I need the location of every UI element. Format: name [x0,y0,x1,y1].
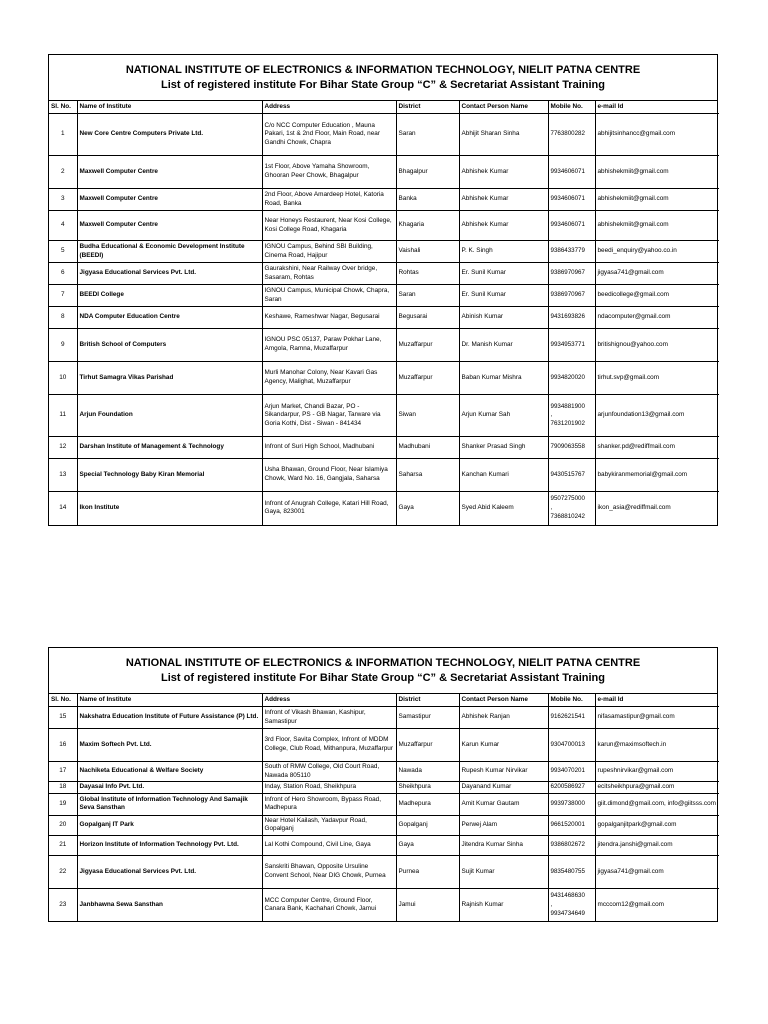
cell-mobile [548,793,595,815]
mobile-number-line: 9934070201 [550,767,585,775]
table-row [49,307,719,329]
cell-contact-person: Kanchan Kumari [459,459,548,492]
cell-email: mcccom12@gmail.com [595,888,719,921]
mobile-number-line: , [550,900,553,908]
cell-contact-person: Rupesh Kumar Nirvikar [459,762,548,782]
col-header-address: Address [262,694,396,707]
cell-mobile [548,815,595,835]
cell-contact-person: Dayanand Kumar [459,782,548,794]
cell-mobile [548,395,595,437]
cell-address: Arjun Market, Chandi Bazar, PO - Sikandarpur, PS - GB Nagar, Tarware via Goria Kothi, Dist - Siwan - 841434 [262,395,396,437]
cell-address: Gaurakshini, Near Railway Over bridge, Sasaram, Rohtas [262,263,396,285]
cell-address: Murli Manohar Colony, Near Kavari Gas Agency, Malighat, Muzaffarpur [262,362,396,395]
col-header-address: Address [262,101,396,114]
cell-district: Sheikhpura [396,782,459,794]
cell-institute-name: Budha Educational & Economic Development Institute (BEEDI) [77,241,262,263]
cell-address: Inday, Station Road, Sheikhpura [262,782,396,794]
cell-contact-person: Shanker Prasad Singh [459,437,548,459]
cell-district: Nawada [396,762,459,782]
cell-district: Saran [396,285,459,307]
heading-line-2: List of registered institute For Bihar State Group “C” & Secretariat Assistant Training [161,672,605,684]
table-header-row [49,101,719,114]
cell-contact-person: Jitendra Kumar Sinha [459,835,548,855]
cell-email: abhishekmiit@gmail.com [595,189,719,211]
cell-district: Gaya [396,835,459,855]
cell-district: Siwan [396,395,459,437]
cell-mobile [548,285,595,307]
cell-contact-person: Syed Abid Kaleem [459,492,548,525]
cell-contact-person: Dr. Manish Kumar [459,329,548,362]
mobile-number-line: 9934953771 [550,340,585,348]
col-header-district: District [396,694,459,707]
cell-sl: 11 [49,395,77,437]
cell-mobile [548,329,595,362]
cell-district: Madhepura [396,793,459,815]
cell-address: Infront of Hero Showroom, Bypass Road, Madhepura [262,793,396,815]
cell-address: IGNOU PSC 05137, Paraw Pokhar Lane, Amgola, Ramna, Muzaffarpur [262,329,396,362]
cell-address: IGNOU Campus, Municipal Chowk, Chapra, Saran [262,285,396,307]
cell-email: rupeshnirvikar@gmail.com [595,762,719,782]
cell-email: abhishekmiit@gmail.com [595,211,719,241]
col-header-contact: Contact Person Name [459,694,548,707]
cell-mobile [548,307,595,329]
cell-contact-person: Arjun Kumar Sah [459,395,548,437]
cell-email: tirhut.svp@gmail.com [595,362,719,395]
table-row [49,729,719,762]
cell-institute-name: Maxim Softech Pvt. Ltd. [77,729,262,762]
cell-institute-name: Special Technology Baby Kiran Memorial [77,459,262,492]
mobile-number-line: 9386433779 [550,247,585,255]
table-row [49,707,719,729]
cell-district: Saharsa [396,459,459,492]
heading-line-2: List of registered institute For Bihar State Group “C” & Secretariat Assistant Training [161,79,605,91]
table-row [49,782,719,794]
cell-institute-name: Tirhut Samagra Vikas Parishad [77,362,262,395]
cell-contact-person: P. K. Singh [459,241,548,263]
cell-contact-person: Abhishek Kumar [459,189,548,211]
cell-institute-name: Maxwell Computer Centre [77,189,262,211]
col-header-district: District [396,101,459,114]
cell-sl: 9 [49,329,77,362]
cell-address: Infront of Vikash Bhawan, Kashipur, Samastipur [262,707,396,729]
cell-address: Infront of Suri High School, Madhubani [262,437,396,459]
cell-institute-name: Nachiketa Educational & Welfare Society [77,762,262,782]
cell-sl: 3 [49,189,77,211]
cell-district: Muzaffarpur [396,329,459,362]
cell-email: giit.dimond@gmail.com, info@giitsss.com [595,793,719,815]
cell-email: nifasamastipur@gmail.com [595,707,719,729]
cell-email: britishignou@yahoo.com [595,329,719,362]
cell-address: MCC Computer Centre, Ground Floor, Canara Bank, Kachahari Chowk, Jamui [262,888,396,921]
mobile-number-line: 6200586927 [550,783,585,791]
cell-email: ikon_asia@rediffmail.com [595,492,719,525]
cell-district: Khagaria [396,211,459,241]
table-row [49,437,719,459]
cell-district: Jamui [396,888,459,921]
table-row [49,395,719,437]
cell-district: Banka [396,189,459,211]
cell-email: jigyasa741@gmail.com [595,855,719,888]
table-row [49,263,719,285]
cell-sl: 13 [49,459,77,492]
cell-contact-person: Abhishek Kumar [459,211,548,241]
mobile-number-line: 9430515767 [550,470,585,478]
cell-sl: 18 [49,782,77,794]
cell-district: Bhagalpur [396,156,459,189]
mobile-number-line: 7763800282 [550,130,585,138]
mobile-number-line: 9934606071 [550,167,585,175]
col-header-name: Name of Institute [77,101,262,114]
mobile-number-line: 9304700013 [550,740,585,748]
mobile-number-line: 9386970967 [550,269,585,277]
table-row [49,855,719,888]
cell-contact-person: Abhishek Kumar [459,156,548,189]
cell-institute-name: NDA Computer Education Centre [77,307,262,329]
cell-email: jitendra.janshi@gmail.com [595,835,719,855]
cell-sl: 7 [49,285,77,307]
cell-mobile [548,729,595,762]
table-row [49,815,719,835]
cell-sl: 4 [49,211,77,241]
cell-institute-name: Maxwell Computer Centre [77,156,262,189]
table-row [49,762,719,782]
mobile-number-line: 9934606071 [550,221,585,229]
sheet-heading [49,55,717,101]
cell-contact-person: Abhijit Sharan Sinha [459,114,548,156]
col-header-contact: Contact Person Name [459,101,548,114]
table-row [49,459,719,492]
col-header-mobile: Mobile No. [548,101,595,114]
cell-institute-name: Dayasai Info Pvt. Ltd. [77,782,262,794]
mobile-number-line: 9934734649 [550,909,585,917]
cell-mobile [548,189,595,211]
cell-contact-person: Karun Kumar [459,729,548,762]
cell-sl: 23 [49,888,77,921]
cell-mobile [548,855,595,888]
cell-district: Muzaffarpur [396,362,459,395]
cell-institute-name: Horizon Institute of Information Technology Pvt. Ltd. [77,835,262,855]
table-row [49,211,719,241]
cell-email: abhijitsinhancc@gmail.com [595,114,719,156]
cell-email: beedicollege@gmail.com [595,285,719,307]
cell-mobile [548,492,595,525]
table-row [49,329,719,362]
table-row [49,241,719,263]
cell-district: Muzaffarpur [396,729,459,762]
cell-mobile [548,437,595,459]
cell-mobile [548,888,595,921]
table-row [49,156,719,189]
cell-email: ecitsheikhpura@gmail.com [595,782,719,794]
cell-address: C/o NCC Computer Education , Mauna Pakari, 1st & 2nd Floor, Main Road, near Gandhi Chowk, Chapra [262,114,396,156]
col-header-mobile: Mobile No. [548,694,595,707]
cell-institute-name: BEEDI College [77,285,262,307]
cell-institute-name: Janbhawna Sewa Sansthan [77,888,262,921]
mobile-number-line: 9386970967 [550,291,585,299]
cell-contact-person: Baban Kumar Mishra [459,362,548,395]
cell-institute-name: British School of Computers [77,329,262,362]
cell-sl: 15 [49,707,77,729]
cell-address: Near Hotel Kailash, Yadavpur Road, Gopalganj [262,815,396,835]
cell-sl: 21 [49,835,77,855]
cell-address: Keshawe, Rameshwar Nagar, Begusarai [262,307,396,329]
table-row [49,888,719,921]
mobile-number-line: 7631201902 [550,419,585,427]
cell-district: Gaya [396,492,459,525]
cell-sl: 10 [49,362,77,395]
cell-sl: 17 [49,762,77,782]
cell-contact-person: Rajnish Kumar [459,888,548,921]
cell-sl: 20 [49,815,77,835]
cell-address: Infront of Anugrah College, Katari Hill Road, Gaya, 823001 [262,492,396,525]
cell-institute-name: New Core Centre Computers Private Ltd. [77,114,262,156]
cell-mobile [548,762,595,782]
institute-list-sheet-2 [48,647,718,922]
cell-sl: 2 [49,156,77,189]
cell-institute-name: Arjun Foundation [77,395,262,437]
cell-district: Saran [396,114,459,156]
mobile-number-line: 9835480755 [550,867,585,875]
cell-email: jigyasa741@gmail.com [595,263,719,285]
cell-institute-name: Jigyasa Educational Services Pvt. Ltd. [77,855,262,888]
cell-mobile [548,241,595,263]
cell-address: 3rd Floor, Savita Complex, Infront of MDDM College, Club Road, Mithanpura, Muzaffarpur [262,729,396,762]
mobile-number-line: 9431468630 [550,892,585,900]
cell-sl: 5 [49,241,77,263]
cell-contact-person: Perwej Alam [459,815,548,835]
mobile-number-line: 7909063558 [550,443,585,451]
cell-institute-name: Nakshatra Education Institute of Future Assistance (P) Ltd. [77,707,262,729]
mobile-number-line: 9661520001 [550,821,585,829]
cell-email: shanker.pd@rediffmail.com [595,437,719,459]
cell-email: arjunfoundation13@gmail.com [595,395,719,437]
cell-email: karun@maximsoftech.in [595,729,719,762]
cell-mobile [548,362,595,395]
mobile-number-line: 9162621541 [550,713,585,721]
cell-contact-person: Amit Kumar Gautam [459,793,548,815]
institute-table-1 [49,101,719,525]
cell-institute-name: Jigyasa Educational Services Pvt. Ltd. [77,263,262,285]
cell-email: ndacomputer@gmail.com [595,307,719,329]
cell-institute-name: Gopalganj IT Park [77,815,262,835]
cell-email: beedi_enquiry@yahoo.co.in [595,241,719,263]
cell-district: Rohtas [396,263,459,285]
heading-line-1: NATIONAL INSTITUTE OF ELECTRONICS & INFORMATION TECHNOLOGY, NIELIT PATNA CENTRE [125,657,641,669]
cell-mobile [548,707,595,729]
cell-contact-person: Abinish Kumar [459,307,548,329]
mobile-number-line: 9934820020 [550,373,585,381]
table-header-row [49,694,719,707]
cell-institute-name: Ikon Institute [77,492,262,525]
cell-mobile [548,156,595,189]
table-row [49,285,719,307]
institute-list-sheet-1 [48,54,718,526]
cell-address: 2nd Floor, Above Amardeep Hotel, Katoria Road, Banka [262,189,396,211]
cell-district: Purnea [396,855,459,888]
col-header-sl: Sl. No. [49,694,77,707]
cell-address: Lal Kothi Compound, Civil Line, Gaya [262,835,396,855]
cell-institute-name: Global Institute of Information Technology And Samajik Seva Sansthan [77,793,262,815]
cell-contact-person: Er. Sunil Kumar [459,263,548,285]
cell-sl: 6 [49,263,77,285]
cell-email: babykiranmemorial@gmail.com [595,459,719,492]
cell-email: gopalganjitpark@gmail.com [595,815,719,835]
cell-address: Sanskriti Bhawan, Opposite Ursuline Convent School, Near DIG Chowk, Purnea [262,855,396,888]
cell-sl: 22 [49,855,77,888]
cell-district: Vaishali [396,241,459,263]
cell-sl: 19 [49,793,77,815]
table-row [49,835,719,855]
cell-address: South of RMW College, Old Court Road, Nawada 805110 [262,762,396,782]
mobile-number-line: 9386802672 [550,841,585,849]
cell-mobile [548,835,595,855]
cell-sl: 8 [49,307,77,329]
institute-table-1-body [49,114,719,525]
cell-sl: 12 [49,437,77,459]
mobile-number-line: 9934881900 [550,402,585,410]
table-row [49,189,719,211]
cell-district: Gopalganj [396,815,459,835]
cell-email: abhishekmiit@gmail.com [595,156,719,189]
col-header-email: e-mail Id [595,101,719,114]
cell-institute-name: Darshan Institute of Management & Technology [77,437,262,459]
cell-institute-name: Maxwell Computer Centre [77,211,262,241]
institute-table-2-body [49,707,719,922]
mobile-number-line: 9939738000 [550,799,585,807]
mobile-number-line: 9431693826 [550,313,585,321]
table-row [49,362,719,395]
col-header-sl: Sl. No. [49,101,77,114]
cell-address: Near Honeys Restaurent, Near Kosi College, Kosi College Road, Khagaria [262,211,396,241]
table-row [49,793,719,815]
table-row [49,492,719,525]
cell-address: 1st Floor, Above Yamaha Showroom, Ghooran Peer Chowk, Bhagalpur [262,156,396,189]
col-header-name: Name of Institute [77,694,262,707]
cell-sl: 1 [49,114,77,156]
cell-district: Begusarai [396,307,459,329]
cell-district: Samastipur [396,707,459,729]
cell-district: Madhubani [396,437,459,459]
cell-mobile [548,459,595,492]
mobile-number-line: 7368810242 [550,512,585,520]
mobile-number-line: , [550,503,553,511]
cell-mobile [548,782,595,794]
cell-sl: 14 [49,492,77,525]
cell-contact-person: Abhishek Ranjan [459,707,548,729]
cell-contact-person: Er. Sunil Kumar [459,285,548,307]
mobile-number-line: 9934606071 [550,195,585,203]
heading-line-1: NATIONAL INSTITUTE OF ELECTRONICS & INFORMATION TECHNOLOGY, NIELIT PATNA CENTRE [125,64,641,76]
mobile-number-line: , [550,411,553,419]
cell-address: Usha Bhawan, Ground Floor, Near Islamiya Chowk, Ward No. 16, Gangjala, Saharsa [262,459,396,492]
cell-address: IGNOU Campus, Behind SBI Building, Cinema Road, Hajipur [262,241,396,263]
cell-mobile [548,263,595,285]
cell-contact-person: Sujit Kumar [459,855,548,888]
table-row [49,114,719,156]
col-header-email: e-mail Id [595,694,719,707]
mobile-number-line: 9507275000 [550,495,585,503]
sheet-heading [49,648,717,694]
cell-mobile [548,211,595,241]
cell-sl: 16 [49,729,77,762]
cell-mobile [548,114,595,156]
institute-table-2 [49,694,719,921]
